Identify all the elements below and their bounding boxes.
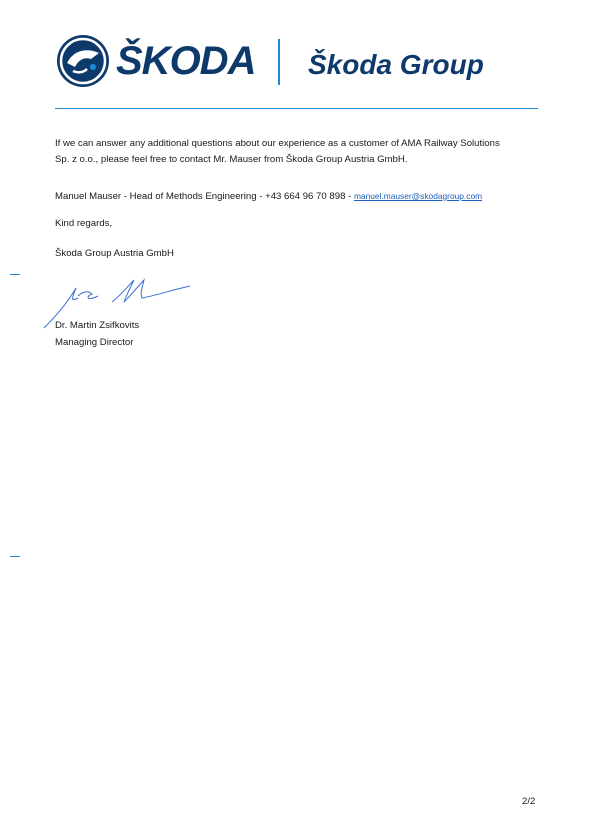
intro-line-1: If we can answer any additional questions about our experience as a customer of AMA Railway Solutions [55,138,500,149]
page-number: 2/2 [522,796,536,807]
fold-mark-top [10,274,20,275]
header-divider [278,39,280,85]
header-rule [55,108,538,109]
contact-line [55,188,482,205]
letterhead [55,33,538,93]
fold-mark-middle [10,556,20,557]
skoda-wordmark: ŠKODA [116,39,256,83]
contact-email-link[interactable]: manuel.mauser@skodagroup.com [353,191,483,201]
intro-paragraph [55,136,500,168]
signer-name: Dr. Martin Zsifkovits [55,320,140,331]
skoda-logo-icon [55,33,111,89]
signer-title: Managing Director [55,337,134,348]
contact-text: Manuel Mauser - Head of Methods Engineering - +43 664 96 70 898 - [55,191,354,202]
closing: Kind regards, [55,218,113,229]
intro-line-2: Sp. z o.o., please feel free to contact Mr. Mauser from Škoda Group Austria GmbH. [55,154,408,165]
skoda-group-wordmark: Škoda Group [308,49,484,80]
company-name: Škoda Group Austria GmbH [55,248,174,259]
